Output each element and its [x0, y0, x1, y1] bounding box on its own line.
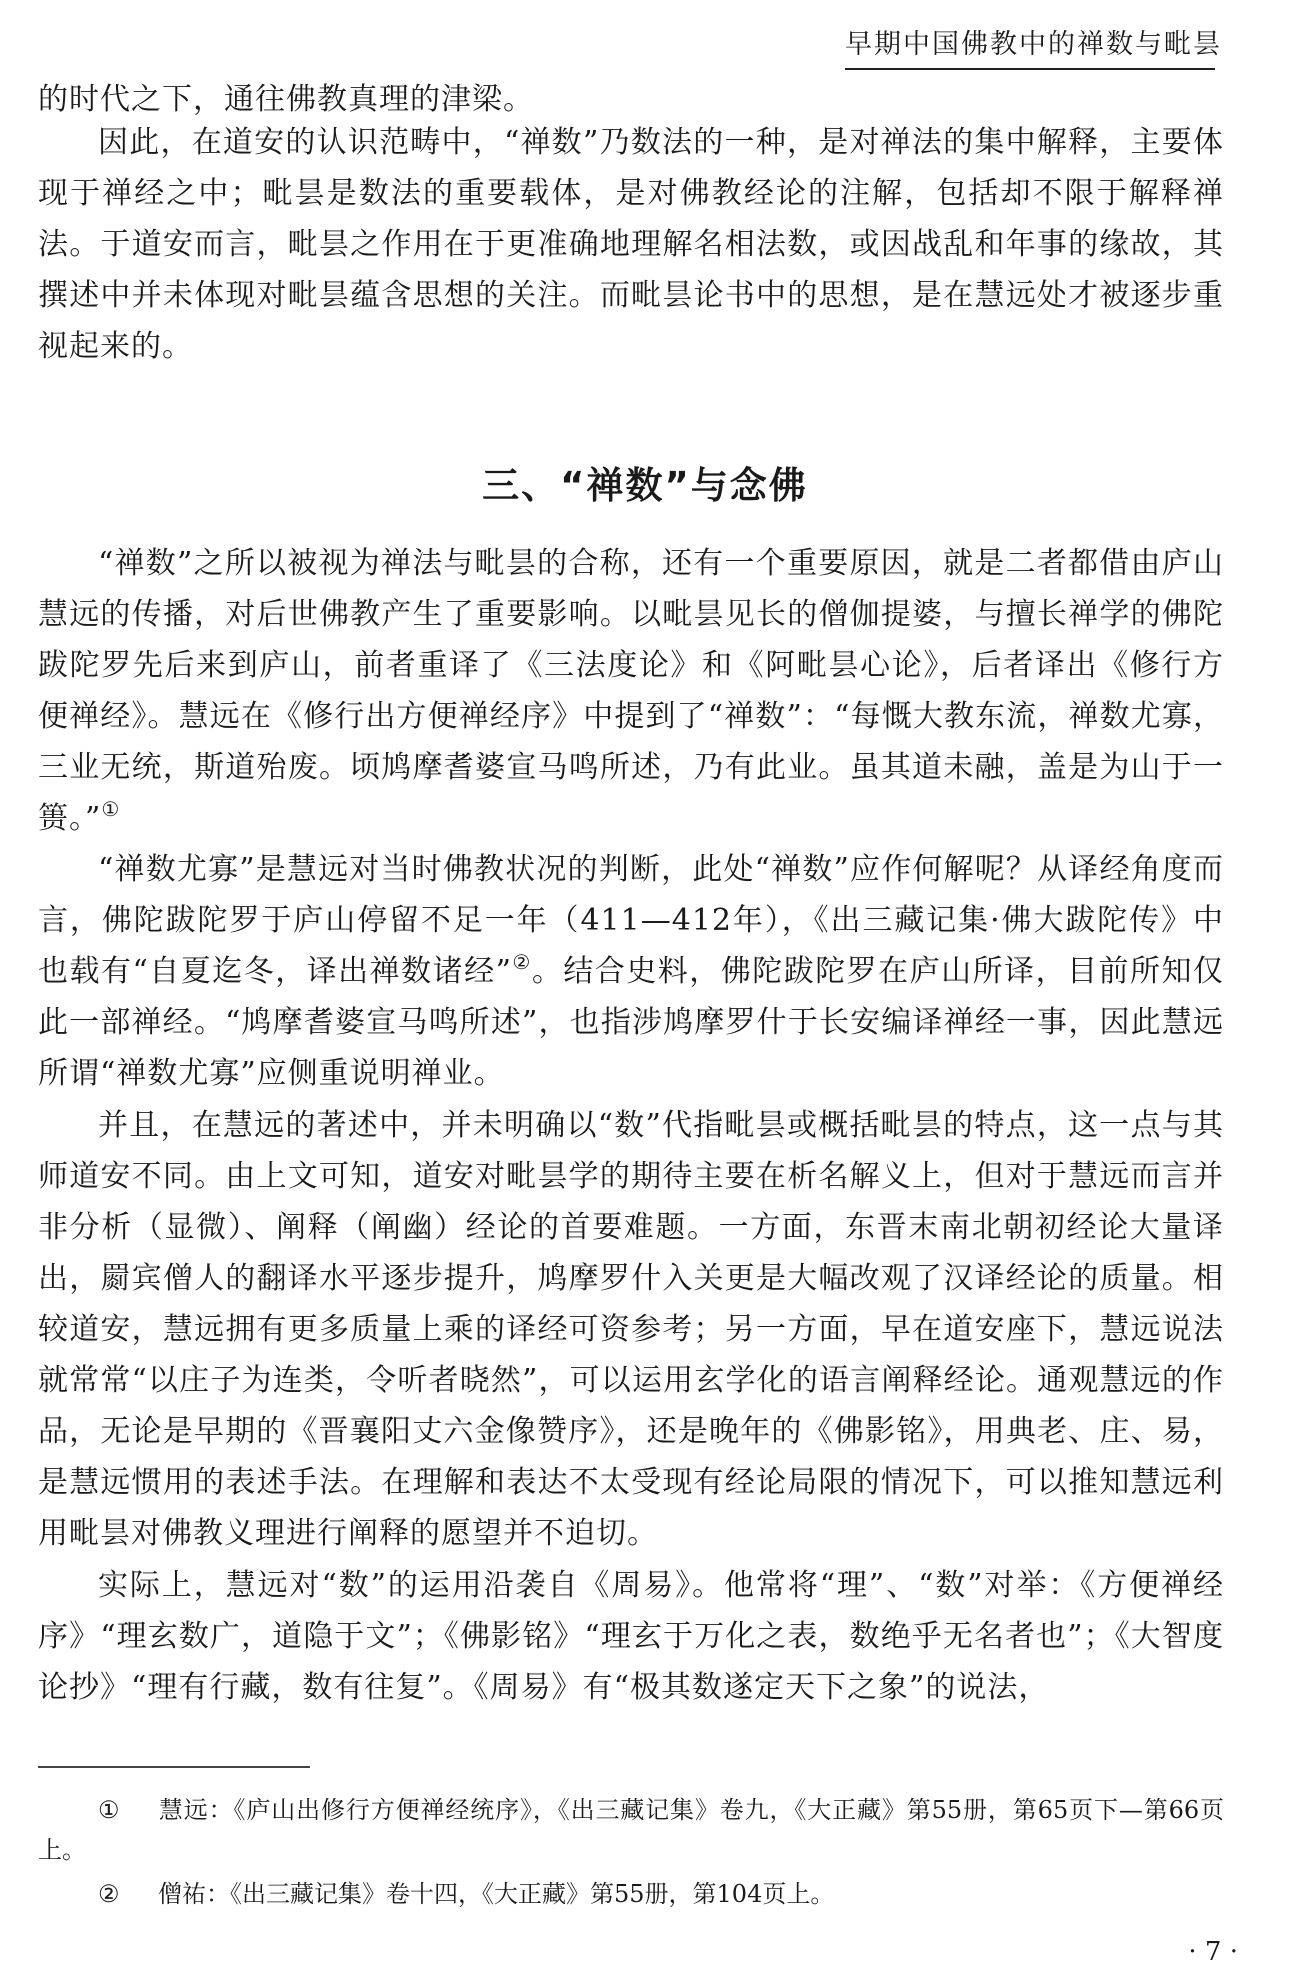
footnote-2 — [38, 1874, 1224, 1914]
paragraph-text: 。结合史料，佛陀跋陀罗在庐山所译，目前所知仅此一部禅经。“鸠摩耆婆宣马鸣所述”，也指涉鸠摩罗什于长安编译禅经一事，因此慧远所谓“禅数尤寡”应侧重说明禅业。 — [38, 954, 1224, 1091]
paragraph-text: “禅数”之所以被视为禅法与毗昙的合称，还有一个重要原因，就是二者都借由庐山慧远的传播，对后世佛教产生了重要影响。以毗昙见长的僧伽提婆，与擅长禅学的佛陀跋陀罗先后来到庐山，前者重译了《三法度论》和《阿毗昙心论》，后者译出《修行方便禅经》。慧远在《修行出方便禅经序》中提到了“禅数”：“每慨大教东流，禅数尤寡，三业无统，斯道殆废。顷鸠摩耆婆宣马鸣所述，乃有此业。虽其道未融，盖是为山于一篑。” — [38, 546, 1224, 836]
paragraph-daoan-chanshu: 因此，在道安的认识范畴中，“禅数”乃数法的一种，是对禅法的集中解释，主要体现于禅经之中；毗昙是数法的重要载体，是对佛教经论的注解，包括却不限于解释禅法。于道安而言，毗昙之作用在于更准确地理解名相法数，或因战乱和年事的缘故，其撰述中并未体现对毗昙蕴含思想的关注。而毗昙论书中的思想，是在慧远处才被逐步重视起来的。 — [38, 125, 1224, 364]
paragraph-chanshu-youguа — [38, 844, 1224, 1099]
paragraph-huiyuan-writings: 并且，在慧远的著述中，并未明确以“数”代指毗昙或概括毗昙的特点，这一点与其师道安不同。由上文可知，道安对毗昙学的期待主要在析名解义上，但对于慧远而言并非分析（显微）、阐释（阐幽）经论的首要难题。一方面，东晋末南北朝初经论大量译出，罽宾僧人的翻译水平逐步提升，鸠摩罗什入关更是大幅改观了汉译经论的质量。相较道安，慧远拥有更多质量上乘的译经可资参考；另一方面，早在道安座下，慧远说法就常常“以庄子为连类，令听者晓然”，可以运用玄学化的语言阐释经论。通观慧远的作品，无论是早期的《晋襄阳丈六金像赞序》，还是晚年的《佛影铭》，用典老、庄、易，是慧远惯用的表述手法。在理解和表达不太受现有经论局限的情况下，可以推知慧远利用毗昙对佛教义理进行阐释的愿望并不迫切。 — [38, 1108, 1224, 1551]
running-head: 早期中国佛教中的禅数与毗昙 — [845, 29, 1222, 60]
header-rule — [845, 68, 1215, 70]
page-number: · 7 · — [1188, 1937, 1238, 1967]
paragraph-text: “禅数尤寡”是慧远对当时佛教状况的判断，此处“禅数”应作何解呢？从译经角度而言，佛陀跋陀罗于庐山停留不足一年（411—412年），《出三藏记集·佛大跋陀传》中也载有“自夏迄冬，译出禅数诸经” — [38, 852, 1224, 989]
section-heading: 三、“禅数”与念佛 — [482, 464, 808, 507]
paragraph-continued: 的时代之下，通往佛教真理的津梁。 — [38, 82, 534, 117]
footnote-text: 僧祐：《出三藏记集》卷十四，《大正藏》第55册，第104页上。 — [158, 1880, 835, 1908]
paragraph-zhouyi: 实际上，慧远对“数”的运用沿袭自《周易》。他常将“理”、“数”对举：《方便禅经序》“理玄数广，道隐于文”；《佛影铭》“理玄于万化之表，数绝乎无名者也”；《大智度论抄》“理有行藏，数有往复”。《周易》有“极其数遂定天下之象”的说法， — [38, 1568, 1224, 1705]
footnote-1 — [38, 1790, 1224, 1870]
paragraph-chanshu-lushan — [38, 538, 1224, 844]
footnote-marker: ① — [98, 1796, 120, 1824]
footnote-ref-2: ② — [511, 950, 532, 974]
footnote-marker: ② — [98, 1880, 120, 1908]
footnote-rule — [38, 1766, 310, 1768]
footnote-ref-1: ① — [101, 797, 121, 821]
footnote-text: 慧远：《庐山出修行方便禅经统序》，《出三藏记集》卷九，《大正藏》第55册，第65页下—第66页上。 — [38, 1796, 1224, 1864]
